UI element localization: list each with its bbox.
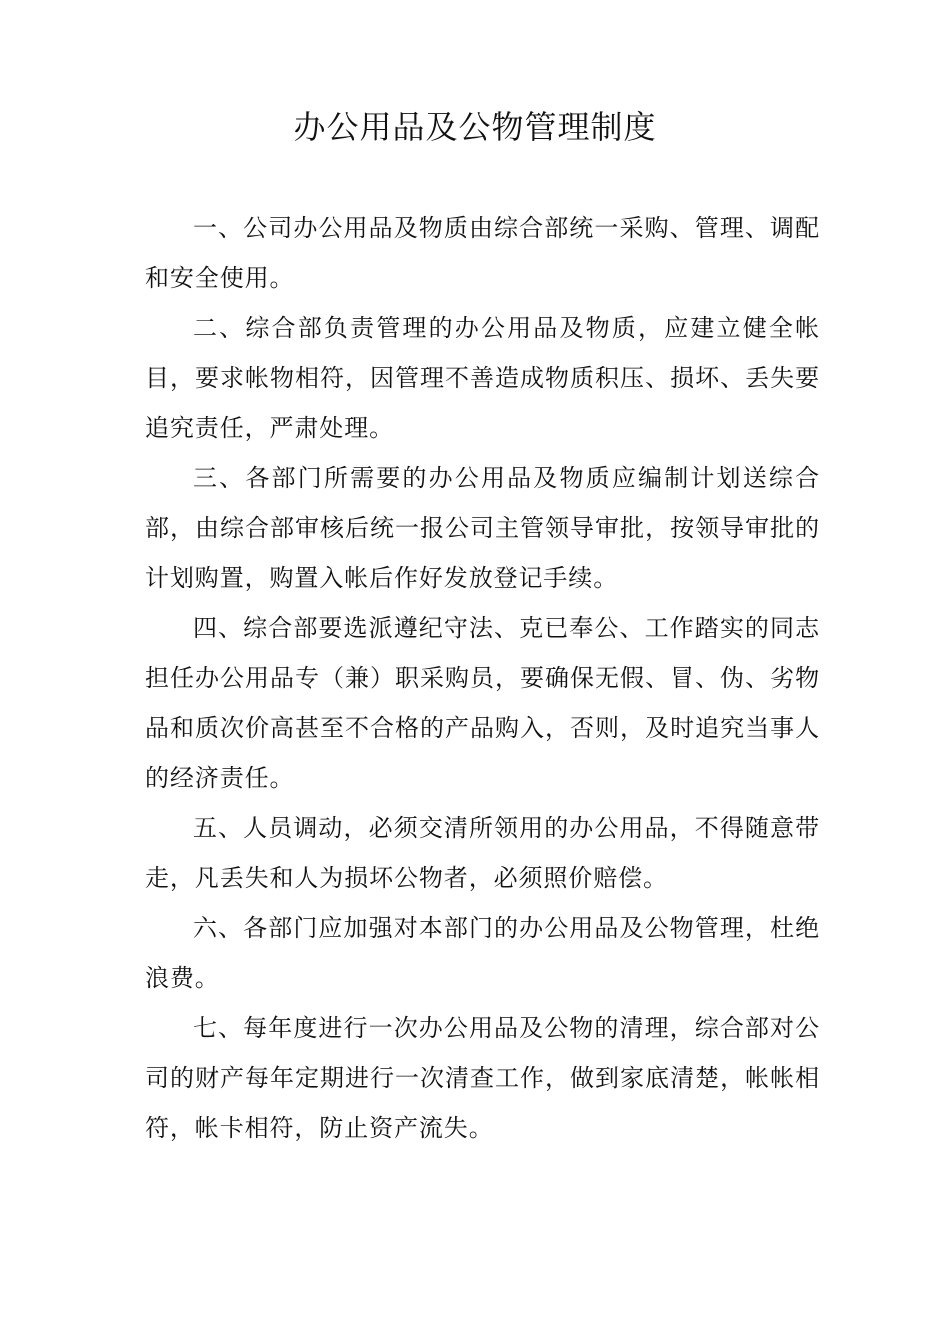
clause-2: 二、综合部负责管理的办公用品及物质，应建立健全帐目，要求帐物相符，因管理不善造成物质积压、损坏、丢失要追究责任，严肃处理。 [145,314,820,442]
document-title: 办公用品及公物管理制度 [293,108,657,146]
clause-3: 三、各部门所需要的办公用品及物质应编制计划送综合部，由综合部审核后统一报公司主管领导审批，按领导审批的计划购置，购置入帐后作好发放登记手续。 [145,464,820,592]
clause-1: 一、公司办公用品及物质由综合部统一采购、管理、调配和安全使用。 [145,214,820,292]
clause-6: 六、各部门应加强对本部门的办公用品及公物管理，杜绝浪费。 [145,914,820,992]
clause-5: 五、人员调动，必须交清所领用的办公用品，不得随意带走，凡丢失和人为损坏公物者，必须照价赔偿。 [145,814,820,892]
document-body [145,203,820,1153]
clause-7: 七、每年度进行一次办公用品及公物的清理，综合部对公司的财产每年定期进行一次清查工作，做到家底清楚，帐帐相符，帐卡相符，防止资产流失。 [145,1014,820,1142]
clause-4: 四、综合部要选派遵纪守法、克已奉公、工作踏实的同志担任办公用品专（兼）职采购员，要确保无假、冒、伪、劣物品和质次价高甚至不合格的产品购入，否则，及时追究当事人的经济责任。 [145,614,820,792]
